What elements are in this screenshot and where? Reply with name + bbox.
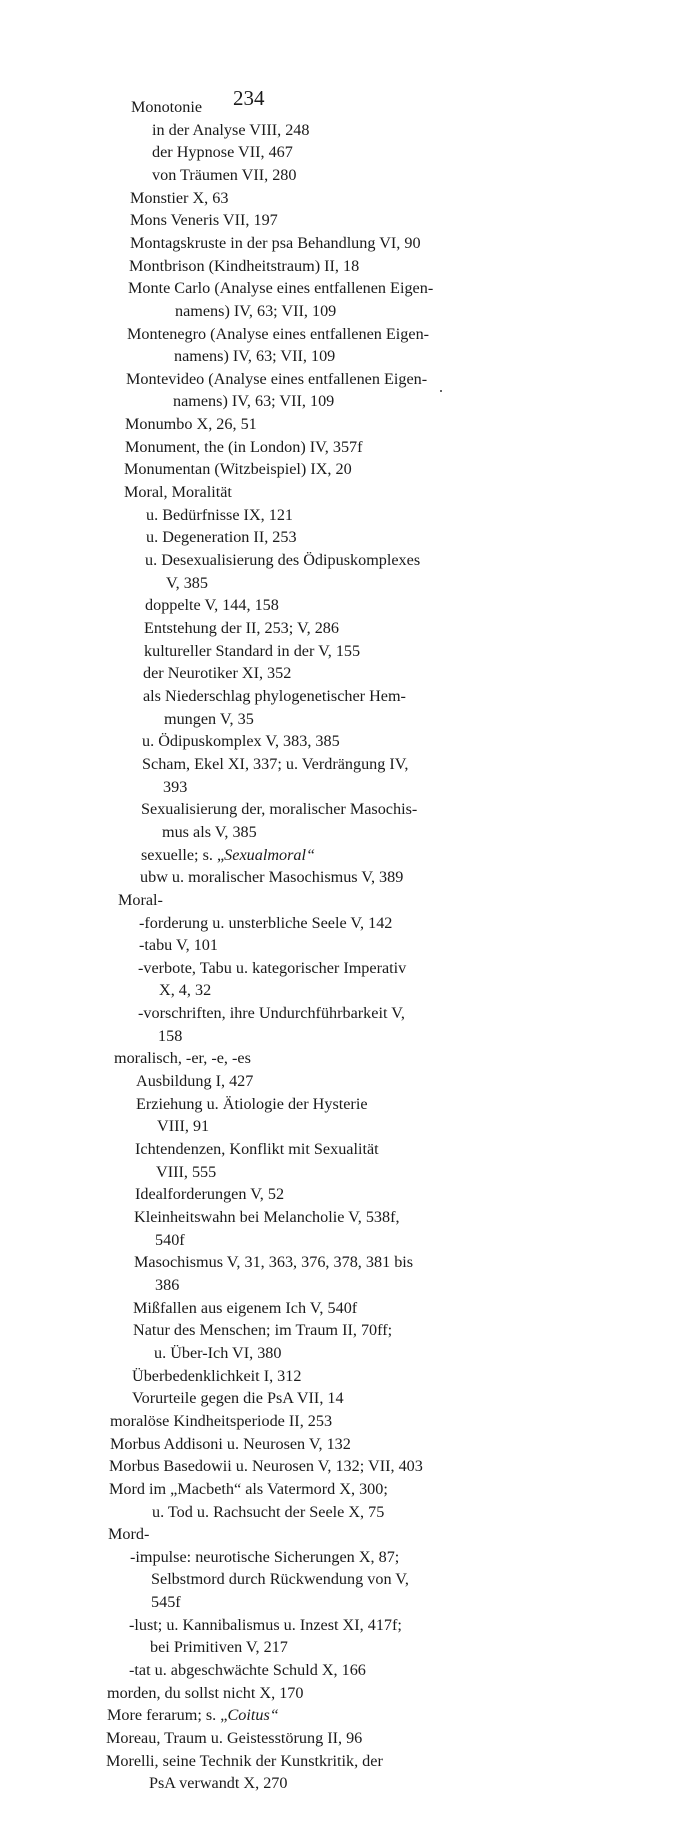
index-subentry: doppelte V, 144, 158 — [145, 596, 279, 615]
index-continuation: 545f — [151, 1593, 181, 1612]
index-continuation: 386 — [155, 1275, 180, 1294]
index-continuation: namens) IV, 63; VII, 109 — [175, 301, 337, 320]
index-subentry: Überbedenklichkeit I, 312 — [132, 1366, 302, 1385]
index-entry — [107, 1704, 279, 1727]
index-continuation: bei Primitiven V, 217 — [150, 1638, 288, 1657]
index-continuation: 540f — [155, 1230, 185, 1249]
index-entry: Mord im „Macbeth“ als Vatermord X, 300; — [109, 1479, 388, 1498]
index-continuation: V, 385 — [166, 573, 208, 592]
index-continuation: VIII, 555 — [156, 1162, 217, 1181]
index-subentry: Idealforderungen V, 52 — [135, 1185, 285, 1204]
index-entry: moralisch, -er, -e, -es — [114, 1049, 251, 1068]
index-continuation: mungen V, 35 — [164, 709, 254, 728]
index-continuation: Selbstmord durch Rückwendung von V, — [151, 1570, 409, 1589]
index-subentry — [141, 844, 315, 867]
index-entry: Montagskruste in der psa Behandlung VI, 90 — [130, 233, 421, 252]
index-subentry: -lust; u. Kannibalismus u. Inzest XI, 417f; — [129, 1615, 402, 1634]
index-subentry: Mißfallen aus eigenem Ich V, 540f — [133, 1298, 358, 1317]
index-entry: Moral, Moralität — [124, 483, 232, 502]
print-speck — [440, 390, 442, 392]
index-continuation: 158 — [158, 1026, 183, 1045]
index-subentry: u. Desexualisierung des Ödipuskomplexes — [145, 551, 421, 570]
index-subentry: Kleinheitswahn bei Melancholie V, 538f, — [134, 1208, 400, 1226]
index-subentry: als Niederschlag phylogenetischer Hem- — [143, 686, 406, 705]
index-subentry: -forderung u. unsterbliche Seele V, 142 — [139, 913, 393, 932]
index-entry: morden, du sollst nicht X, 170 — [107, 1683, 304, 1702]
index-subentry: Entstehung der II, 253; V, 286 — [144, 619, 339, 638]
index-entry: Monotonie — [131, 98, 203, 116]
index-entry: Morelli, seine Technik der Kunstkritik, der — [106, 1751, 383, 1770]
index-subentry: kultureller Standard in der V, 155 — [144, 641, 361, 660]
index-subentry: Masochismus V, 31, 363, 376, 378, 381 bis — [134, 1253, 414, 1272]
index-entry: Morbus Basedowii u. Neurosen V, 132; VII, 403 — [109, 1457, 423, 1476]
page-number: 234 — [233, 86, 265, 110]
index-subentry: Sexualisierung der, moralischer Masochis- — [141, 800, 418, 819]
index-subentry: u. Bedürfnisse IX, 121 — [146, 505, 294, 524]
index-entry: Montenegro (Analyse eines entfallenen Eigen- — [127, 324, 430, 343]
index-subentry: -tat u. abgeschwächte Schuld X, 166 — [129, 1661, 366, 1680]
index-subentry: Scham, Ekel XI, 337; u. Verdrängung IV, — [142, 754, 409, 773]
index-continuation: namens) IV, 63; VII, 109 — [174, 347, 336, 366]
index-subentry: ubw u. moralischer Masochismus V, 389 — [140, 868, 404, 887]
index-continuation: namens) IV, 63; VII, 109 — [173, 392, 335, 411]
index-subentry: u. Ödipuskomplex V, 383, 385 — [142, 732, 340, 751]
index-entry: Monumbo X, 26, 51 — [125, 415, 257, 434]
index-subentry: der Hypnose VII, 467 — [152, 143, 293, 162]
index-continuation: 393 — [163, 777, 188, 796]
crossref-text: More ferarum; s. „ — [107, 1706, 228, 1725]
crossref-text: sexuelle; s. „ — [141, 845, 225, 864]
index-continuation: X, 4, 32 — [159, 981, 212, 1000]
index-entry: Morbus Addisoni u. Neurosen V, 132 — [110, 1434, 351, 1453]
index-subentry: in der Analyse VIII, 248 — [152, 120, 310, 139]
index-subentry: von Träumen VII, 280 — [152, 165, 297, 184]
index-entry: Monument, the (in London) IV, 357f — [125, 437, 363, 456]
index-entry: moralöse Kindheitsperiode II, 253 — [110, 1411, 333, 1430]
index-subentry: -tabu V, 101 — [139, 936, 218, 955]
index-subentry: der Neurotiker XI, 352 — [143, 664, 292, 683]
index-subentry: Vorurteile gegen die PsA VII, 14 — [132, 1389, 344, 1408]
index-entry: Montbrison (Kindheitstraum) II, 18 — [129, 256, 360, 275]
index-entry: Moreau, Traum u. Geistesstörung II, 96 — [106, 1729, 363, 1748]
index-continuation: mus als V, 385 — [162, 822, 257, 841]
index-subentry: Ichtendenzen, Konflikt mit Sexualität — [135, 1140, 379, 1159]
index-subentry: Natur des Menschen; im Traum II, 70ff; — [133, 1321, 393, 1340]
index-subentry: Ausbildung I, 427 — [136, 1072, 254, 1091]
index-subentry: Erziehung u. Ätiologie der Hysterie — [136, 1094, 368, 1113]
index-entry: Mord- — [108, 1525, 150, 1544]
index-subentry: -impulse: neurotische Sicherungen X, 87; — [130, 1547, 400, 1566]
index-entry: Monte Carlo (Analyse eines entfallenen Eigen- — [128, 279, 434, 298]
index-subentry: u. Degeneration II, 253 — [146, 528, 297, 547]
index-entry: Moral- — [118, 890, 163, 909]
index-subentry: -vorschriften, ihre Undurchführbarkeit V, — [138, 1004, 405, 1023]
index-continuation: VIII, 91 — [157, 1117, 210, 1136]
index-continuation: PsA verwandt X, 270 — [149, 1774, 288, 1793]
crossref-target: Coitus“ — [227, 1706, 279, 1725]
index-entry: Monstier X, 63 — [130, 188, 229, 207]
index-entry: Montevideo (Analyse eines entfallenen Eigen- — [126, 369, 428, 388]
index-continuation: u. Tod u. Rachsucht der Seele X, 75 — [152, 1502, 385, 1521]
index-entry: Mons Veneris VII, 197 — [130, 211, 278, 230]
index-entry: Monumentan (Witzbeispiel) IX, 20 — [124, 460, 352, 479]
crossref-target: Sexualmoral“ — [224, 845, 315, 864]
index-subentry: -verbote, Tabu u. kategorischer Imperativ — [138, 958, 407, 977]
index-continuation: u. Über-Ich VI, 380 — [154, 1343, 282, 1362]
